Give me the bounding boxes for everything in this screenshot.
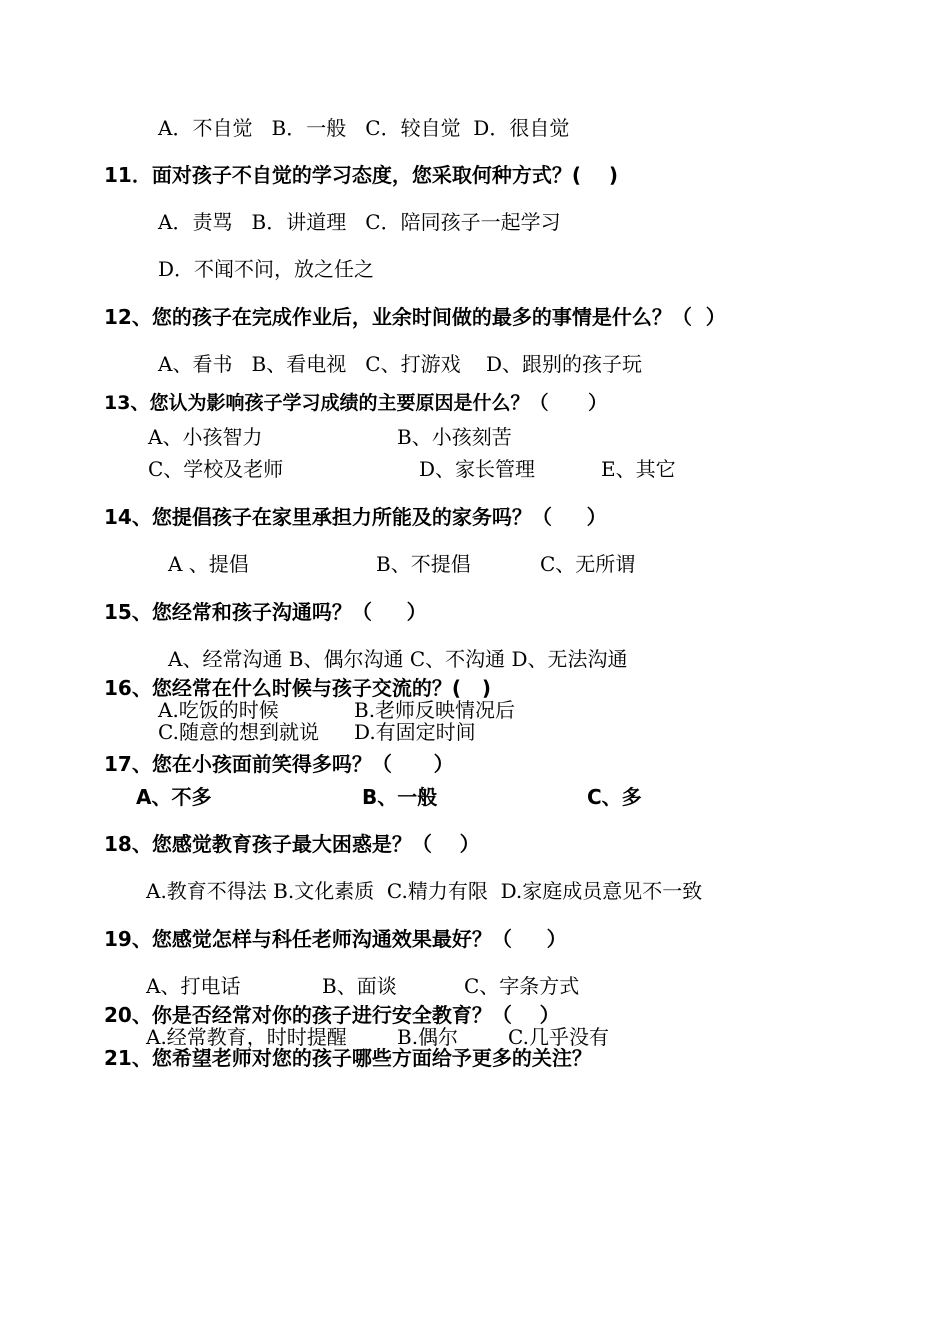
q14-option-a: A 、提倡 bbox=[168, 552, 249, 576]
question-21: 21、您希望老师对您的孩子哪些方面给予更多的关注？ bbox=[104, 1046, 592, 1070]
question-15: 15、您经常和孩子沟通吗？（ ） bbox=[104, 600, 427, 624]
q11-options-line1: A．责骂 B．讲道理 C．陪同孩子一起学习 bbox=[158, 210, 561, 234]
q16-option-b: B.老师反映情况后 bbox=[354, 698, 516, 722]
q20-option-b: B.偶尔 bbox=[397, 1025, 459, 1049]
question-12: 12、您的孩子在完成作业后，业余时间做的最多的事情是什么？（ ） bbox=[104, 305, 726, 329]
q18-options: A.教育不得法 B.文化素质 C.精力有限 D.家庭成员意见不一致 bbox=[146, 879, 703, 903]
q15-options: A、经常沟通 B、偶尔沟通 C、不沟通 D、无法沟通 bbox=[168, 647, 628, 671]
question-19: 19、您感觉怎样与科任老师沟通效果最好？（ ） bbox=[104, 927, 567, 951]
q20-option-c: C.几乎没有 bbox=[508, 1025, 609, 1049]
q17-option-c: C、多 bbox=[587, 785, 642, 809]
q13-option-b: B、小孩刻苦 bbox=[397, 425, 512, 449]
q16-option-c: C.随意的想到就说 bbox=[158, 720, 319, 744]
q16-option-d: D.有固定时间 bbox=[354, 720, 476, 744]
q16-option-a: A.吃饭的时候 bbox=[158, 698, 279, 722]
q11-options-line2: D．不闻不问，放之任之 bbox=[158, 257, 375, 281]
q13-option-c: C、学校及老师 bbox=[148, 457, 284, 481]
q19-option-b: B、面谈 bbox=[322, 974, 397, 998]
q17-option-b: B、一般 bbox=[362, 785, 438, 809]
question-17: 17、您在小孩面前笑得多吗？（ ） bbox=[104, 752, 454, 776]
q19-option-a: A、打电话 bbox=[146, 974, 241, 998]
q13-option-e: E、其它 bbox=[601, 457, 676, 481]
question-14: 14、您提倡孩子在家里承担力所能及的家务吗？（ ） bbox=[104, 505, 607, 529]
question-16: 16、您经常在什么时候与孩子交流的？( ) bbox=[104, 676, 492, 700]
question-13: 13、您认为影响孩子学习成绩的主要原因是什么？（ ） bbox=[104, 392, 608, 414]
q20-option-a: A.经常教育，时时提醒 bbox=[146, 1025, 347, 1049]
q10-options: A．不自觉 B．一般 C．较自觉 D．很自觉 bbox=[158, 116, 570, 140]
q19-option-c: C、字条方式 bbox=[464, 974, 580, 998]
q14-option-c: C、无所谓 bbox=[540, 552, 636, 576]
question-18: 18、您感觉教育孩子最大困惑是？（ ） bbox=[104, 832, 480, 856]
q13-option-a: A、小孩智力 bbox=[148, 425, 263, 449]
question-11: 11．面对孩子不自觉的学习态度，您采取何种方式？( ) bbox=[104, 163, 618, 187]
q13-option-d: D、家长管理 bbox=[419, 457, 536, 481]
q17-option-a: A、不多 bbox=[136, 785, 212, 809]
question-20: 20、你是否经常对你的孩子进行安全教育？（ ） bbox=[104, 1003, 560, 1027]
q12-options: A、看书 B、看电视 C、打游戏 D、跟别的孩子玩 bbox=[158, 352, 643, 376]
q14-option-b: B、不提倡 bbox=[376, 552, 471, 576]
